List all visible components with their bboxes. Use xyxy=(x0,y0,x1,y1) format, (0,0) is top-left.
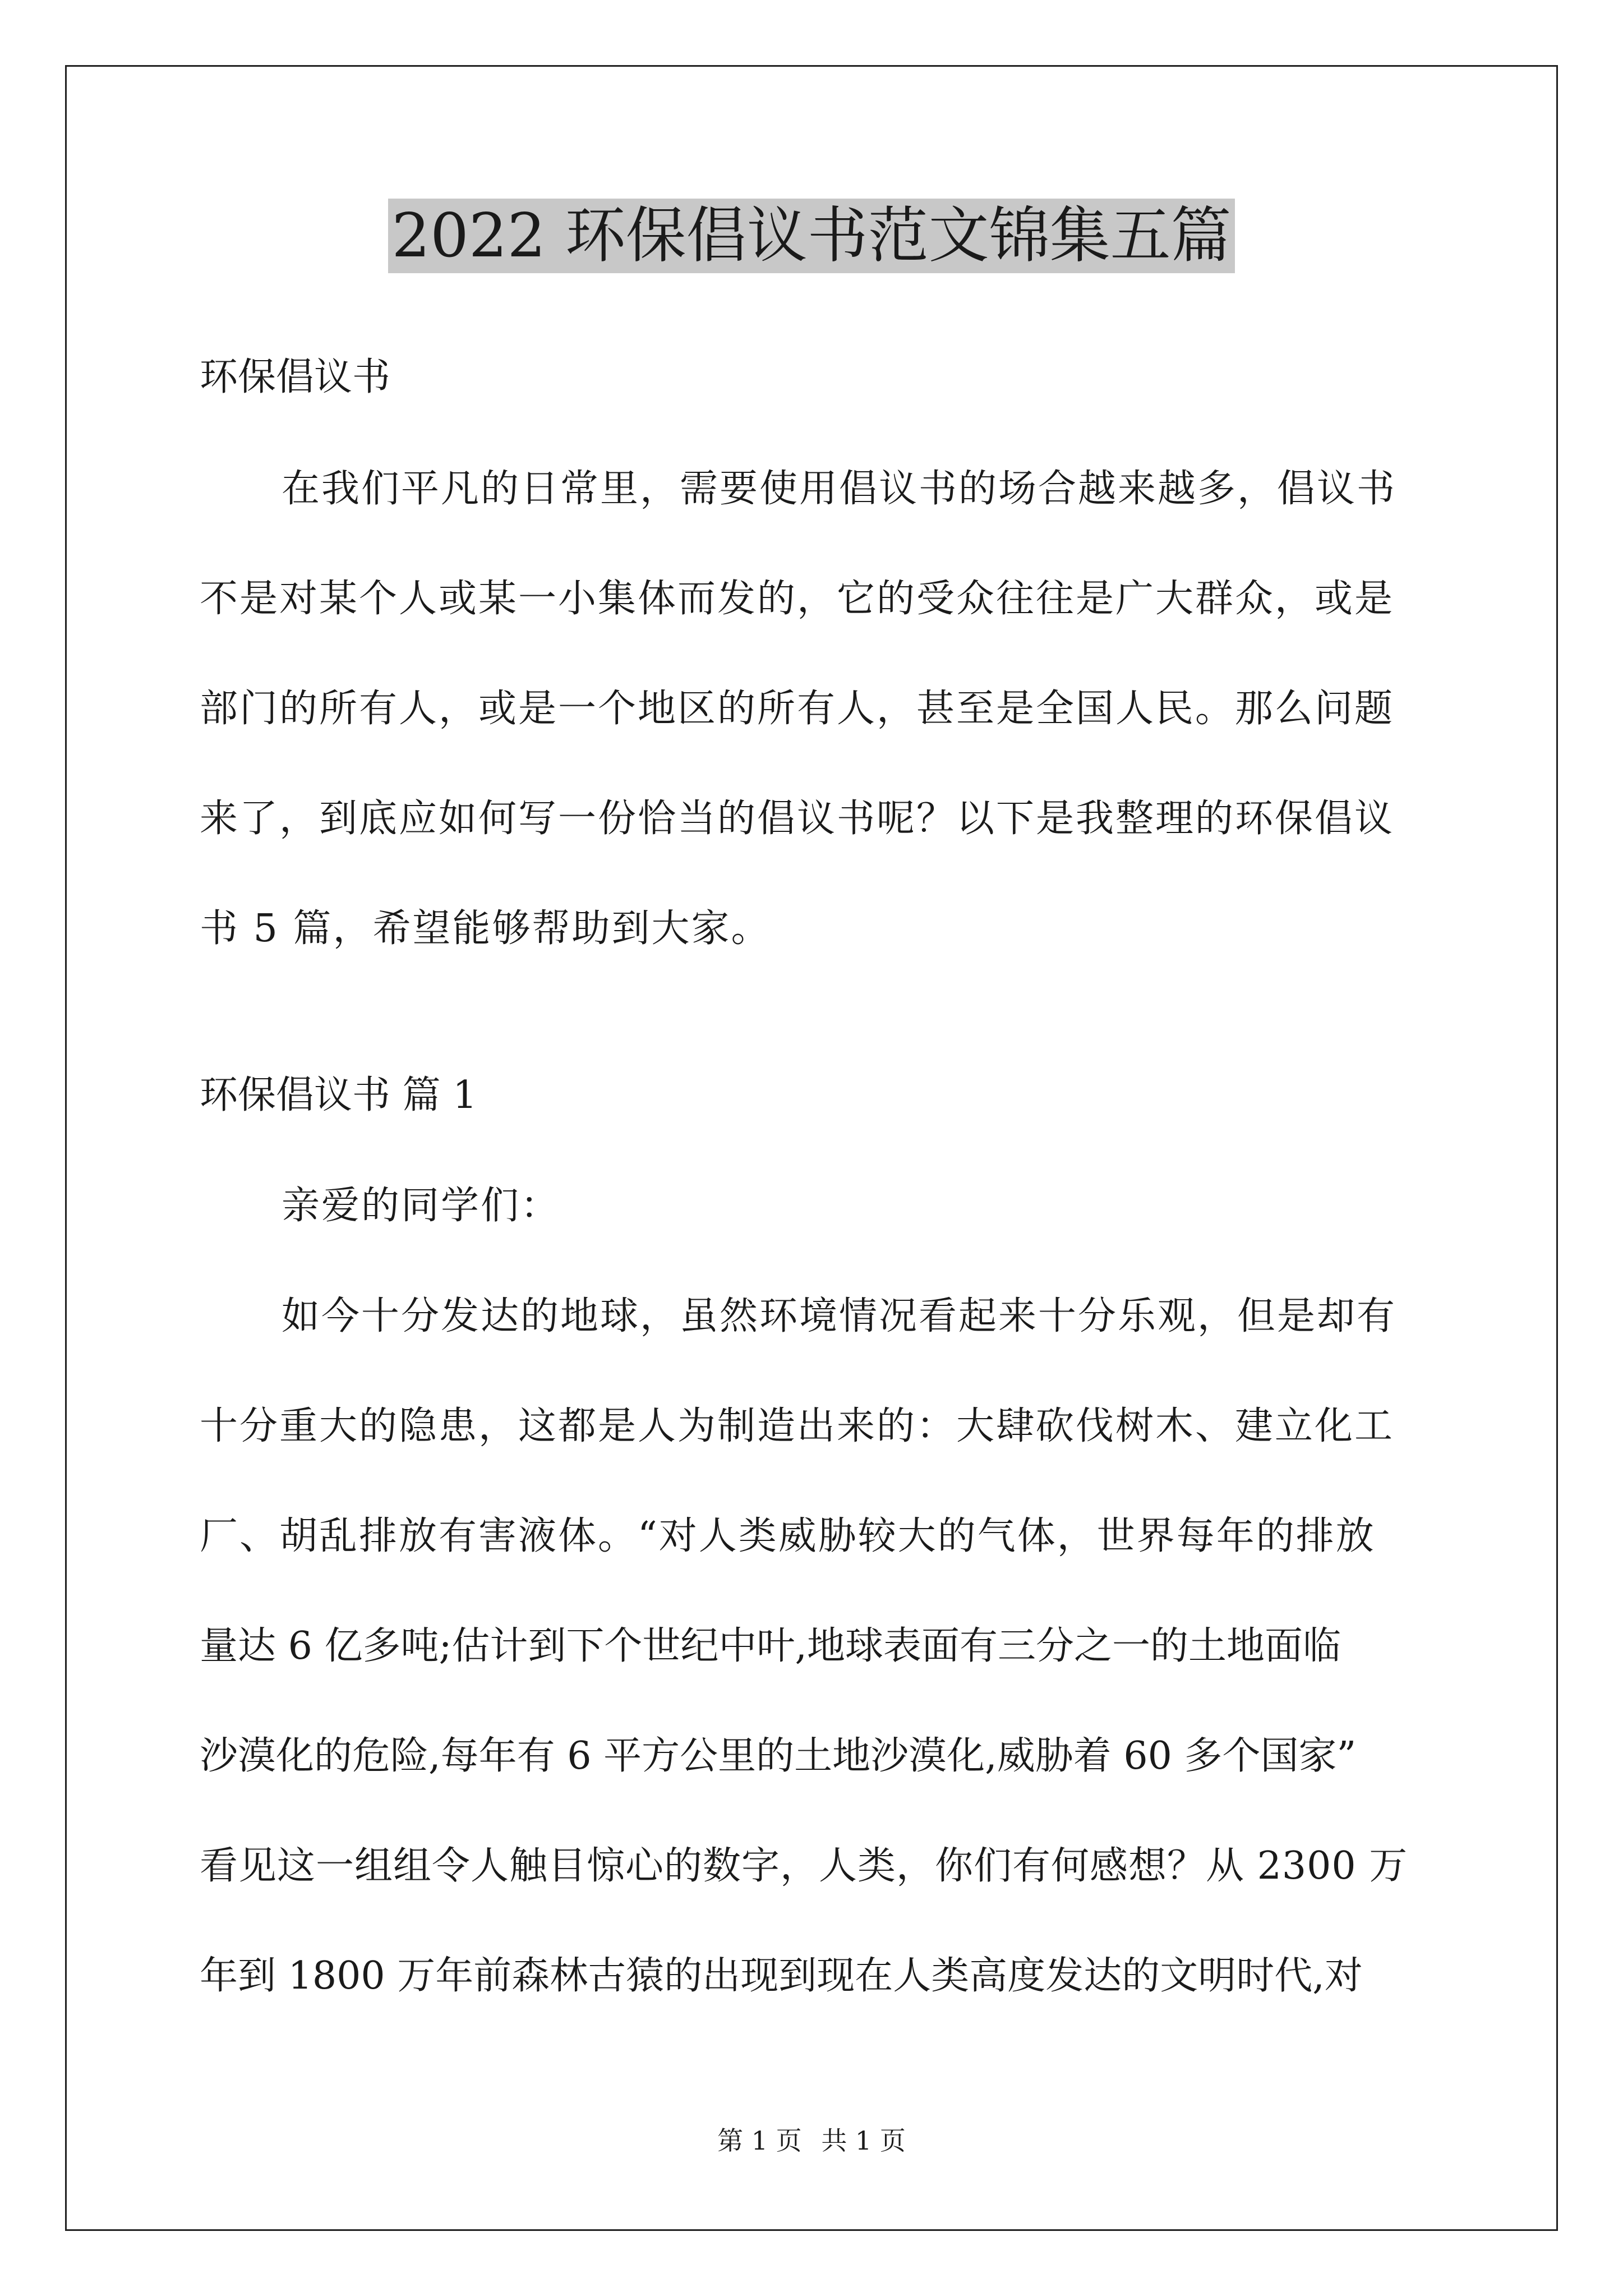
intro-line-1: 在我们平凡的日常里，需要使用倡议书的场合越来越多，倡议书 xyxy=(282,467,1397,511)
body-line-5: 沙漠化的危险,每年有 6 平方公里的土地沙漠化,威胁着 60 多个国家” xyxy=(200,1734,1357,1778)
intro-heading: 环保倡议书 xyxy=(200,355,391,399)
intro-line-4: 来了，到底应如何写一份恰当的倡议书呢？以下是我整理的环保倡议 xyxy=(200,797,1395,841)
body-line-1: 如今十分发达的地球，虽然环境情况看起来十分乐观，但是却有 xyxy=(282,1294,1397,1338)
page-footer xyxy=(0,2124,1623,2157)
document-title-text: 2022 环保倡议书范文锦集五篇 xyxy=(388,199,1234,273)
body-line-7: 年到 1800 万年前森林古猿的出现到现在人类高度发达的文明时代,对 xyxy=(200,1954,1363,1998)
document-title xyxy=(0,200,1623,273)
page-total: 共 1 页 xyxy=(821,2125,906,2156)
body-line-4: 量达 6 亿多吨;估计到下个世纪中叶,地球表面有三分之一的土地面临 xyxy=(200,1624,1341,1668)
body-line-2: 十分重大的隐患，这都是人为制造出来的：大肆砍伐树木、建立化工 xyxy=(200,1404,1395,1448)
greeting: 亲爱的同学们： xyxy=(282,1184,561,1228)
intro-line-3: 部门的所有人，或是一个地区的所有人，甚至是全国人民。那么问题 xyxy=(200,687,1395,731)
intro-line-2: 不是对某个人或某一小集体而发的，它的受众往往是广大群众，或是 xyxy=(200,577,1395,621)
body-line-6: 看见这一组组令人触目惊心的数字，人类，你们有何感想？从 2300 万 xyxy=(200,1844,1408,1888)
intro-line-5: 书 5 篇，希望能够帮助到大家。 xyxy=(200,907,771,951)
page-number: 第 1 页 xyxy=(717,2125,802,2156)
body-line-3: 厂、胡乱排放有害液体。“对人类威胁较大的气体，世界每年的排放 xyxy=(200,1514,1376,1558)
section-1-heading: 环保倡议书 篇 1 xyxy=(200,1073,477,1117)
